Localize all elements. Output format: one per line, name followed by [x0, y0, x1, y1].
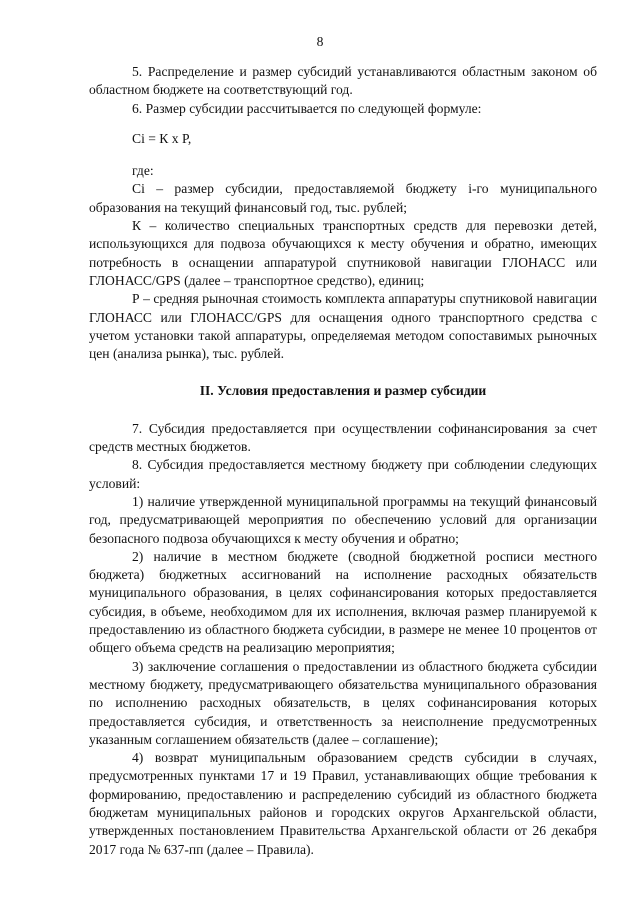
condition-2: 2) наличие в местном бюджете (сводной бюджетной росписи местного бюджета) бюджетных ассигнований на исполнение расходных обязательств муниципального образования, в целях софинансирования которых предоставляется субсидия, в объеме, необходимом для их исполнения, включая размер планируемой к предоставлению из областного бюджета субсидии, в размере не менее 10 процентов от общего объема средств на реализацию мероприятия;	[89, 548, 597, 656]
definition-ci: Ci – размер субсидии, предоставляемой бюджету i-го муниципального образования на текущий финансовый год, тыс. рублей;	[89, 181, 597, 215]
condition-1: 1) наличие утвержденной муниципальной программы на текущий финансовый год, предусматривающей мероприятия по обеспечению условий для организации безопасного подвоза обучающихся к месту обучения и обратно;	[89, 493, 597, 546]
formula: Ci = К х Р,	[132, 130, 192, 146]
condition-3: 3) заключение соглашения о предоставлении из областного бюджета субсидии местному бюджету, предусматривающего обязательства муниципального образования по исполнению расходных обязательств, в целях софинансирования которых предоставляется субсидия, и ответственность за неисполнение предусмотренных указанным соглашением обязательств (далее – соглашение);	[89, 658, 597, 747]
definition-k: К – количество специальных транспортных средств для перевозки детей, использующихся для подвоза обучающихся к месту обучения и обратно, имеющих потребность в оснащении аппаратурой спутниковой навигации ГЛОНАСС или ГЛОНАСС/GPS (далее – транспортное средство), единиц;	[89, 218, 597, 288]
paragraph-8: 8. Субсидия предоставляется местному бюджету при соблюдении следующих условий:	[89, 457, 597, 491]
where-label: где:	[132, 163, 154, 179]
condition-4: 4) возврат муниципальным образованием средств субсидии в случаях, предусмотренных пунктами 17 и 19 Правил, устанавливающих общие требования к формированию, предоставлению и распределению субсидий из областного бюджета бюджетам муниципальных районов и городских округов Архангельской области, утвержденных постановлением Правительства Архангельской области от 26 декабря 2017 года № 637-пп (далее – Правила).	[89, 750, 597, 857]
section-heading: II. Условия предоставления и размер субсидии	[199, 383, 487, 399]
paragraph-6: 6. Размер субсидии рассчитывается по следующей формуле:	[132, 100, 482, 116]
paragraph-5: 5. Распределение и размер субсидий устанавливаются областным законом об областном бюджете на соответствующий год.	[89, 64, 597, 98]
paragraph-7: 7. Субсидия предоставляется при осуществлении софинансирования за счет средств местных бюджетов.	[89, 420, 597, 455]
page-number: 8	[316, 34, 324, 49]
definition-p: Р – средняя рыночная стоимость комплекта аппаратуры спутниковой навигации ГЛОНАСС или ГЛОНАСС/GPS для оснащения одного транспортного средства с учетом установки такой аппаратуры, определяемая методом сопоставимых рыночных цен (анализа рынка), тыс. рублей.	[89, 291, 597, 362]
document-body	[89, 63, 597, 859]
